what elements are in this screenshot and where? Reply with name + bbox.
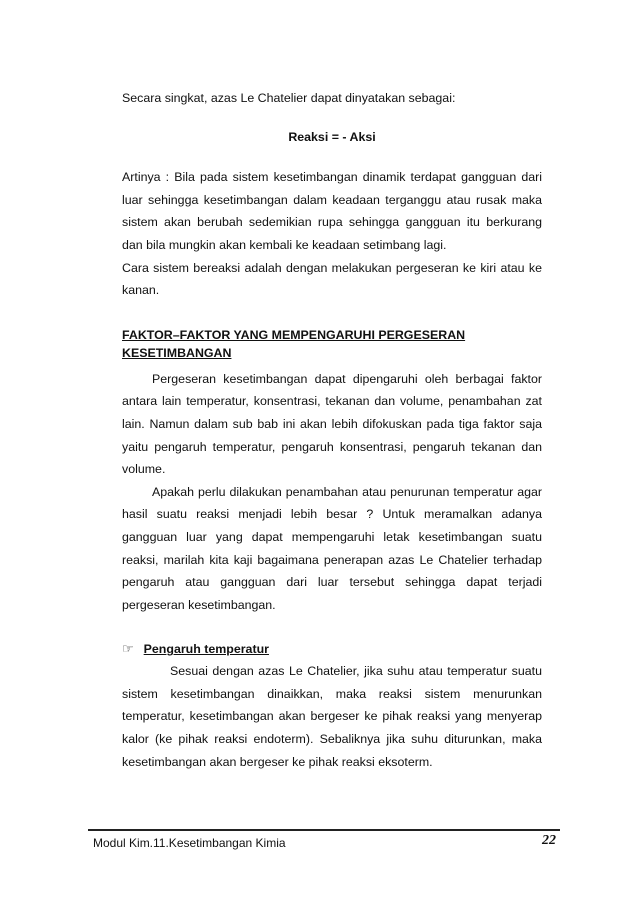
footer-module-title: Modul Kim.11.Kesetimbangan Kimia	[93, 836, 286, 850]
intro-text: Secara singkat, azas Le Chatelier dapat dinyatakan sebagai:	[122, 91, 456, 105]
page-body	[122, 87, 542, 773]
section-heading: FAKTOR–FAKTOR YANG MEMPENGARUHI PERGESERAN KESETIMBANGAN	[122, 327, 466, 360]
paragraph-definition: Artinya : Bila pada sistem kesetimbangan dinamik terdapat gangguan dari luar sehingga kesetimbangan dalam keadaan terganggu atau rusak maka sistem akan berubah sedemikian rupa sehingga gangguan itu berkurang dan bila mungkin akan kembali ke keadaan setimbang lagi.	[122, 170, 542, 252]
paragraph-temperature: Sesuai dengan azas Le Chatelier, jika suhu atau temperatur suatu sistem kesetimbangan dinaikkan, maka reaksi sistem menurunkan temperatur, kesetimbangan akan bergeser ke pihak reaksi yang menyerap kalor (ke pihak reaksi endoterm). Sebaliknya jika suhu diturunkan, maka kesetimbangan akan bergeser ke pihak reaksi eksoterm.	[122, 664, 542, 769]
formula-text: Reaksi = - Aksi	[288, 129, 376, 144]
pointing-hand-icon: ☞	[122, 641, 134, 657]
page-number: 22	[542, 833, 556, 848]
paragraph-shift: Cara sistem bereaksi adalah dengan melakukan pergeseran ke kiri atau ke kanan.	[122, 260, 542, 298]
paragraph-question: Apakah perlu dilakukan penambahan atau penurunan temperatur agar hasil suatu reaksi menjadi lebih besar ? Untuk meramalkan adanya gangguan luar yang dapat mempengaruhi letak kesetimbangan suatu reaksi, marilah kita kaji bagaimana penerapan azas Le Chatelier terhadap pengaruh atau gangguan dari luar tersebut sehingga dapat terjadi pergeseran kesetimbangan.	[122, 484, 542, 612]
subheading-text: Pengaruh temperatur	[143, 642, 269, 657]
paragraph-factors: Pergeseran kesetimbangan dapat dipengaruhi oleh berbagai faktor antara lain temperatur, konsentrasi, tekanan dan volume, penambahan zat lain. Namun dalam sub bab ini akan lebih difokuskan pada tiga faktor saja yaitu pengaruh temperatur, pengaruh konsentrasi, pengaruh tekanan dan volume.	[122, 371, 542, 477]
subheading-temperature	[122, 638, 542, 660]
footer-divider	[88, 829, 560, 831]
